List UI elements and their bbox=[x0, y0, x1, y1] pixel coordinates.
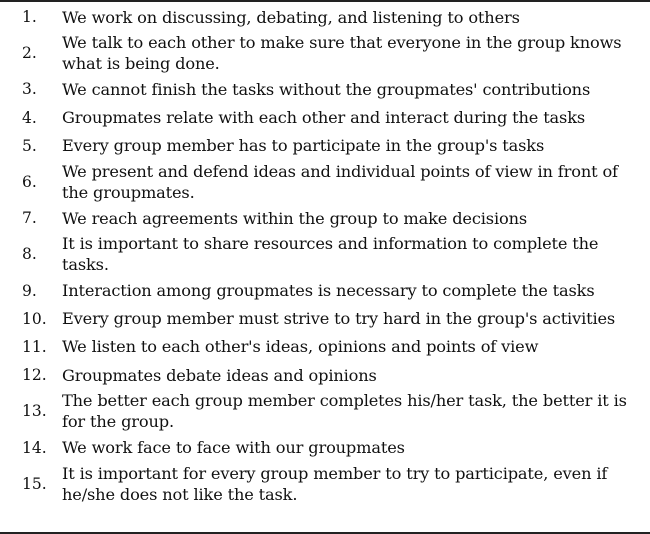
list-item bbox=[0, 232, 650, 276]
item-number: 2. bbox=[22, 44, 37, 63]
list-item bbox=[0, 333, 650, 361]
list-item bbox=[0, 75, 650, 103]
item-number: 8. bbox=[22, 245, 37, 264]
list-item bbox=[0, 104, 650, 132]
list-item bbox=[0, 389, 650, 433]
item-number: 3. bbox=[22, 80, 37, 99]
item-number: 4. bbox=[22, 108, 37, 127]
item-number: 11. bbox=[22, 337, 47, 356]
list-item bbox=[0, 3, 650, 31]
item-number: 15. bbox=[22, 474, 47, 493]
list-item bbox=[0, 204, 650, 232]
list-item bbox=[0, 31, 650, 75]
item-text: We talk to each other to make sure that everyone in the group knows what is being done. bbox=[62, 33, 622, 74]
item-text: Groupmates debate ideas and opinions bbox=[62, 365, 377, 385]
item-number: 1. bbox=[22, 8, 37, 27]
item-text: Interaction among groupmates is necessary to complete the tasks bbox=[62, 281, 595, 301]
item-text: We reach agreements within the group to make decisions bbox=[62, 208, 527, 228]
item-text: We listen to each other's ideas, opinions and points of view bbox=[62, 337, 539, 357]
item-text: Every group member has to participate in the group's tasks bbox=[62, 136, 545, 156]
item-text: Groupmates relate with each other and interact during the tasks bbox=[62, 108, 586, 128]
list-item bbox=[0, 277, 650, 305]
list-item bbox=[0, 132, 650, 160]
item-number: 14. bbox=[22, 438, 47, 457]
item-text: It is important to share resources and information to complete the tasks. bbox=[62, 234, 599, 275]
item-number: 7. bbox=[22, 209, 37, 228]
item-text: We present and defend ideas and individual points of view in front of the groupmates. bbox=[62, 162, 618, 203]
item-text: The better each group member completes his/her task, the better it is for the group. bbox=[62, 391, 627, 432]
item-number: 5. bbox=[22, 136, 37, 155]
item-number: 12. bbox=[22, 366, 47, 385]
item-text: Every group member must strive to try hard in the group's activities bbox=[62, 309, 616, 329]
item-text: We work on discussing, debating, and listening to others bbox=[62, 7, 520, 27]
list-item bbox=[0, 433, 650, 461]
item-list bbox=[0, 3, 650, 506]
item-text: We cannot finish the tasks without the groupmates' contributions bbox=[62, 79, 591, 99]
list-item bbox=[0, 361, 650, 389]
item-number: 13. bbox=[22, 402, 47, 421]
item-number: 6. bbox=[22, 173, 37, 192]
item-number: 9. bbox=[22, 281, 37, 300]
list-item bbox=[0, 462, 650, 506]
top-rule bbox=[0, 0, 650, 2]
list-item bbox=[0, 160, 650, 204]
item-text: It is important for every group member to try to participate, even if he/she does not like the task. bbox=[62, 463, 608, 504]
item-text: We work face to face with our groupmates bbox=[62, 438, 405, 458]
item-number: 10. bbox=[22, 309, 47, 328]
list-item bbox=[0, 305, 650, 333]
